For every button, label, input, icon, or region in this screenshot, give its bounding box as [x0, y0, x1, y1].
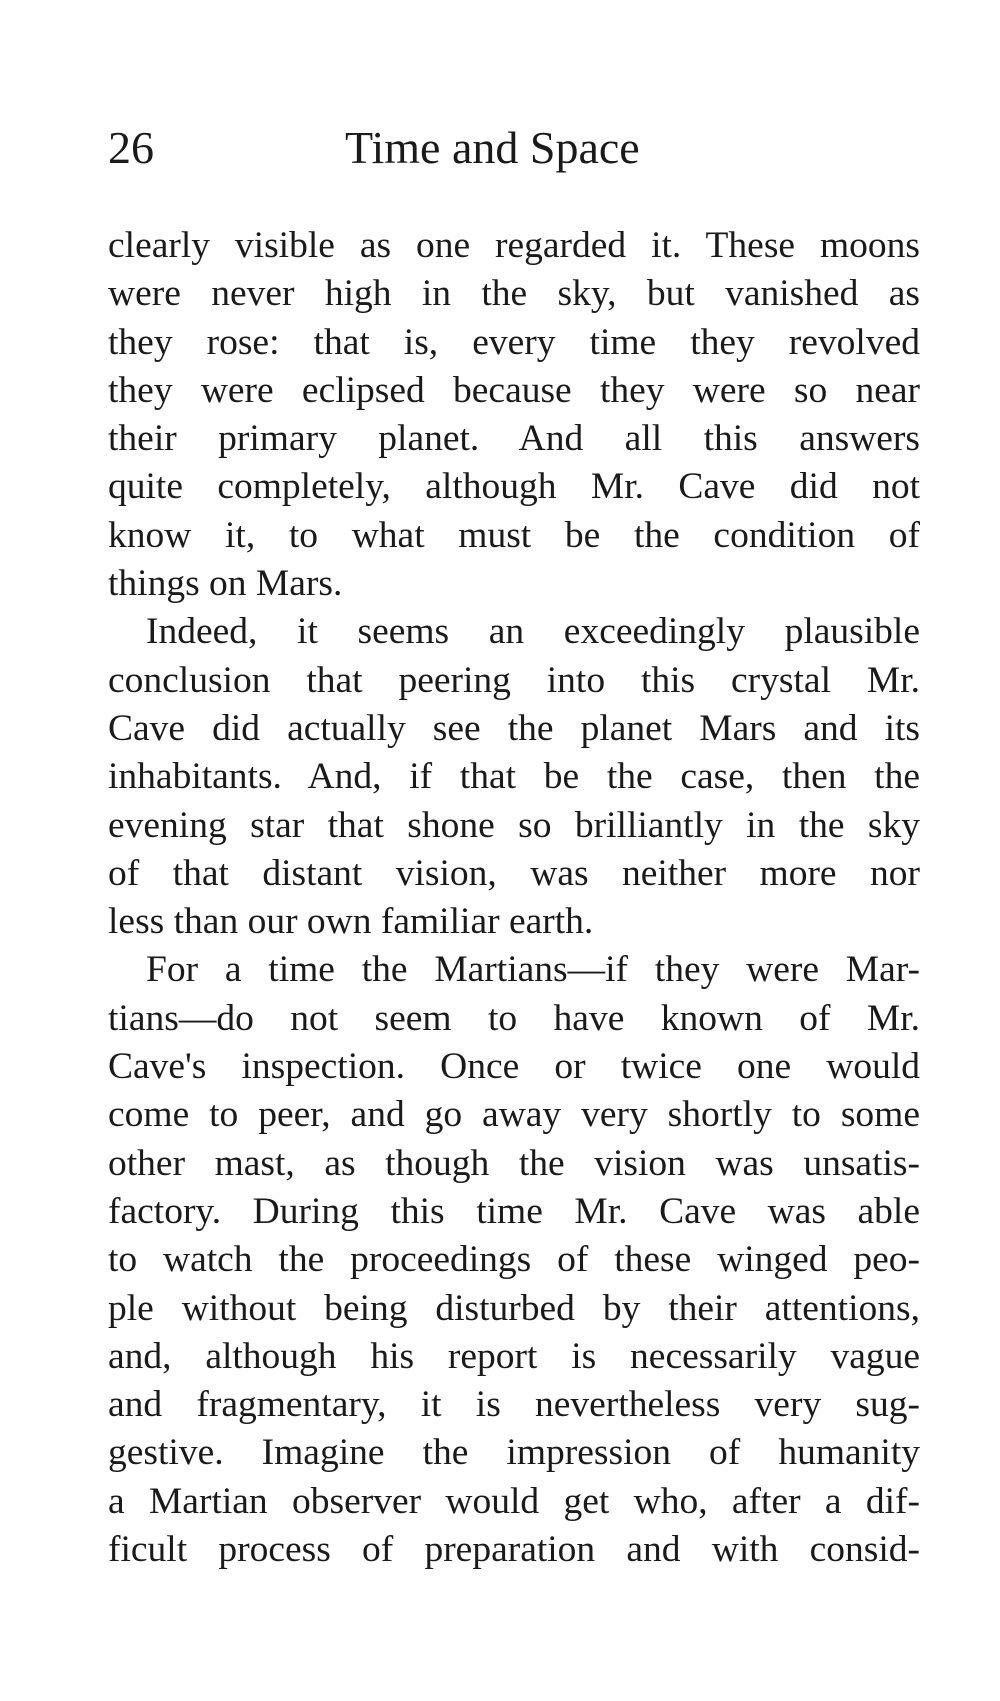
text-line: other mast, as though the vision was unsatis- [108, 1142, 920, 1184]
text-line: they rose: that is, every time they revolved [108, 321, 920, 363]
page-number: 26 [108, 122, 154, 173]
text-line: inhabitants. And, if that be the case, then the [108, 756, 920, 798]
text-line: Indeed, it seems an exceedingly plausible [146, 611, 920, 653]
text-line: and, although his report is necessarily vague [108, 1335, 920, 1377]
text-line: to watch the proceedings of these winged peo- [108, 1239, 920, 1281]
text-line: ficult process of preparation and with consid- [108, 1529, 920, 1571]
text-line: For a time the Martians—if they were Mar- [146, 949, 920, 991]
running-title: Time and Space [345, 122, 640, 173]
text-line: and fragmentary, it is nevertheless very sug- [108, 1384, 920, 1426]
text-line: gestive. Imagine the impression of humanity [108, 1432, 920, 1474]
text-line: evening star that shone so brilliantly in the sky [108, 804, 920, 846]
text-line: they were eclipsed because they were so near [108, 369, 920, 411]
text-line: tians—do not seem to have known of Mr. [108, 997, 920, 1039]
text-line: their primary planet. And all this answers [108, 418, 920, 460]
body-text [108, 222, 920, 1574]
running-head [108, 118, 920, 188]
text-line: come to peer, and go away very shortly to some [108, 1094, 920, 1136]
text-line: conclusion that peering into this crystal Mr. [108, 659, 920, 701]
text-line: Cave did actually see the planet Mars and its [108, 707, 920, 749]
text-line: were never high in the sky, but vanished as [108, 273, 920, 315]
text-line: quite completely, although Mr. Cave did not [108, 466, 920, 508]
text-line: things on Mars. [108, 563, 343, 605]
text-line: know it, to what must be the condition of [108, 514, 920, 556]
text-line: clearly visible as one regarded it. These moons [108, 225, 920, 266]
text-line: ple without being disturbed by their attentions, [108, 1287, 920, 1329]
text-line: of that distant vision, was neither more nor [108, 852, 920, 894]
text-line: Cave's inspection. Once or twice one would [108, 1046, 920, 1088]
text-line: factory. During this time Mr. Cave was able [108, 1190, 920, 1232]
text-line: a Martian observer would get who, after a dif- [108, 1480, 920, 1522]
text-line: less than our own familiar earth. [108, 901, 594, 943]
